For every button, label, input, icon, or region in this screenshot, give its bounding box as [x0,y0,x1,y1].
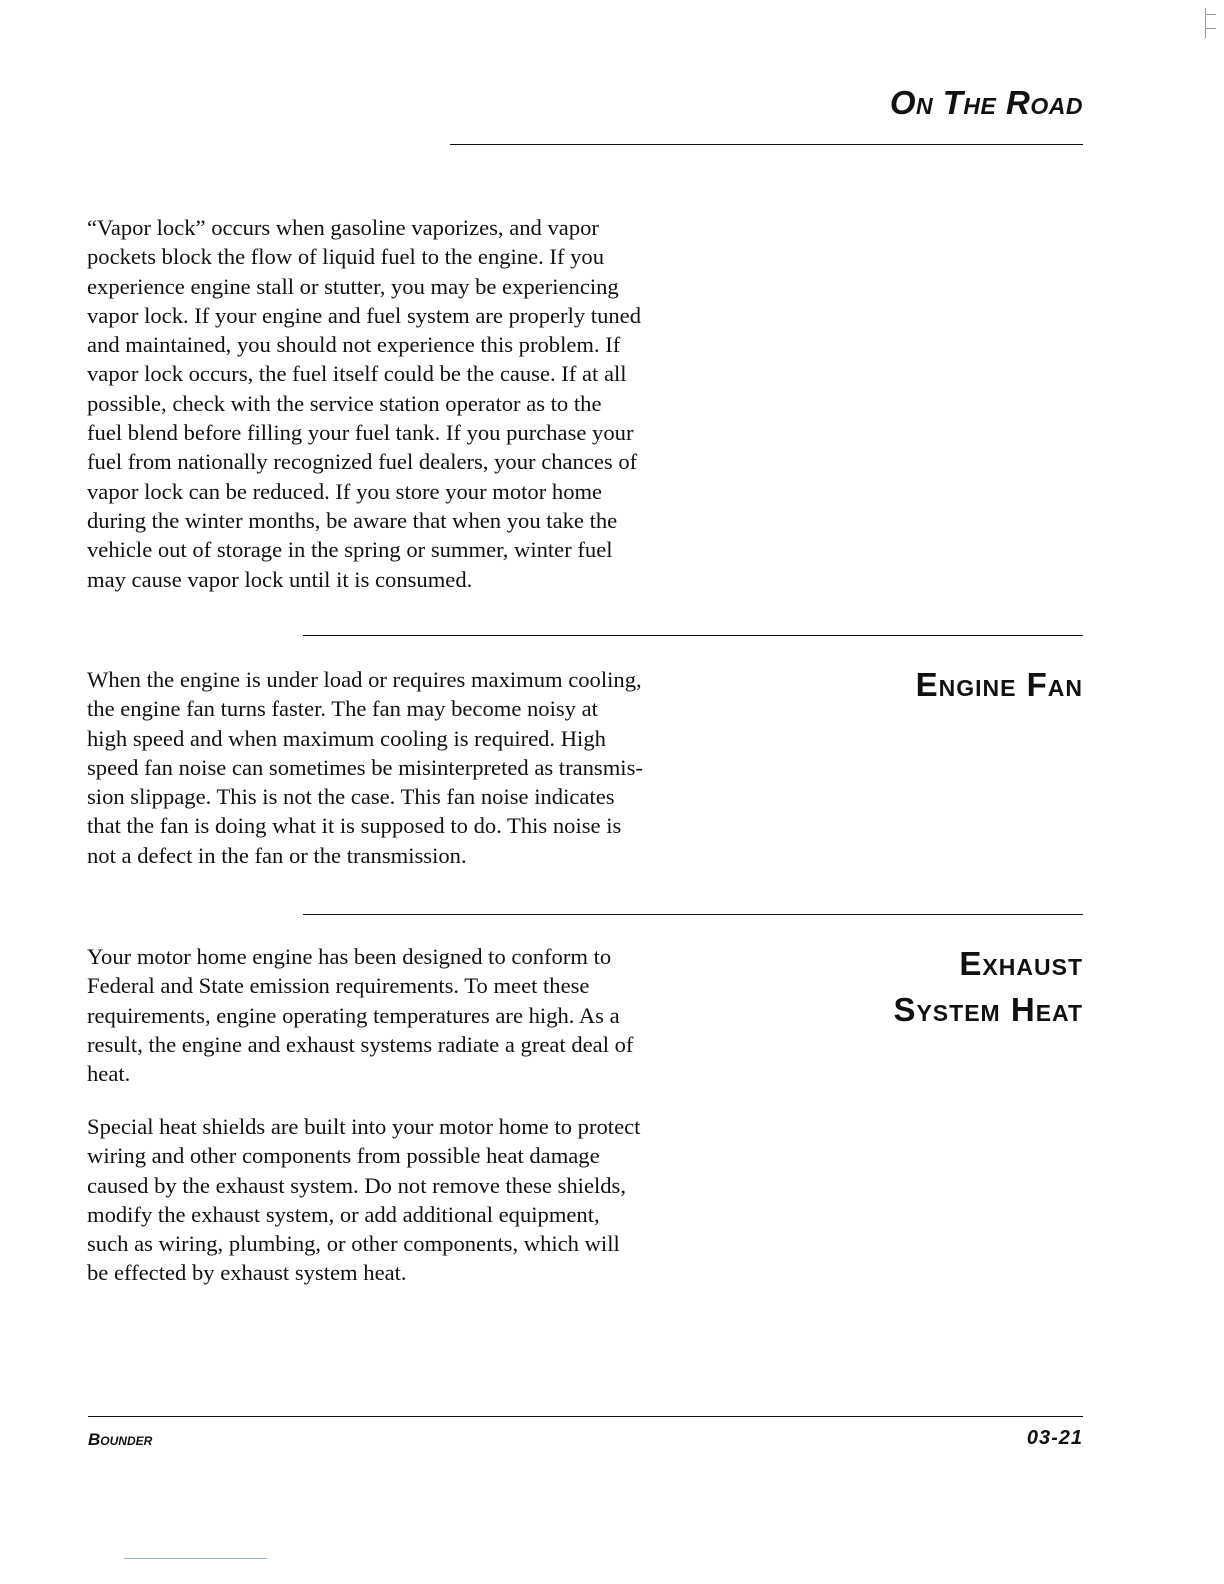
exhaust-paragraph-1: Your motor home engine has been designed to conform to Federal and State emission requirements. To meet these requirements, engine operating temperatures are high. As a result, the engine and exhaust systems radiate a great deal of heat. [87,944,634,1087]
engine-fan-heading: Engine Fan [915,666,1083,703]
scan-margin-mark [1205,8,1218,38]
scan-artifact-line [124,1558,267,1559]
footer-rule [88,1416,1083,1417]
exhaust-paragraph-2: Special heat shields are built into your motor home to protect wiring and other components from possible heat damage caused by the exhaust system. Do not remove these shields, modify the exhaust system, or add additional equipment, such as wiring, plumbing, or other components, which will be effected by exhaust system heat. [87,1114,641,1286]
chapter-title: On The Road [889,84,1083,121]
section-divider-exhaust [303,914,1083,915]
engine-fan-paragraph: When the engine is under load or requires maximum cooling, the engine fan turns faster. The fan may become noisy at high speed and when maximum cooling is required. High speed fan noise can sometimes be misinterpreted as transmis- sion slippage. This is not the case. This fan noise indicates that the fan is doing what it is supposed to do. This noise is not a defect in the fan or the transmission. [87,667,643,868]
vapor-lock-paragraph: “Vapor lock” occurs when gasoline vaporizes, and vapor pockets block the flow of liquid fuel to the engine. If you experience engine stall or stutter, you may be experiencing vapor lock. If your engine and fuel system are properly tuned and maintained, you should not experience this problem. If vapor lock occurs, the fuel itself could be the cause. If at all possible, check with the service station operator as to the fuel blend before filling your fuel tank. If you purchase your fuel from nationally recognized fuel dealers, your chances of vapor lock can be reduced. If you store your motor home during the winter months, be aware that when you take the vehicle out of storage in the spring or summer, winter fuel may cause vapor lock until it is consumed. [87,215,641,592]
footer-page-number: 03-21 [1026,1427,1083,1449]
section-divider-engine-fan [303,635,1083,636]
header-rule [450,144,1083,145]
footer-product-name: Bounder [88,1430,153,1449]
exhaust-system-heat-heading: Exhaust System Heat [893,945,1083,1028]
